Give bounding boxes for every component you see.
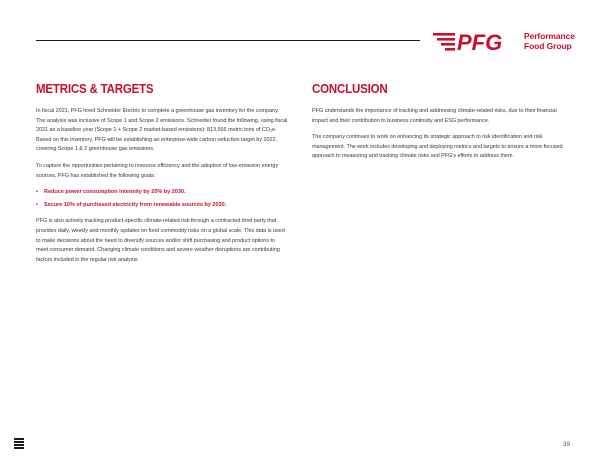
goal-item (36, 188, 288, 198)
logo-line-2: Food Group (524, 41, 572, 51)
page-number: 39 (562, 441, 570, 448)
logo-wordmark (524, 31, 575, 51)
logo-line-1: Performance (524, 31, 575, 41)
goal-text: Reduce power consumption intensity by 20% by 2030. (44, 189, 186, 196)
conclusion-title: CONCLUSION (312, 82, 388, 96)
metrics-paragraph-2: To capture the opportunities pertaining to resource efficiency and the adoption of low-emission energy sources, PFG has established the following goals: (36, 162, 279, 179)
goal-item (36, 201, 288, 211)
bullet-icon: • (36, 189, 38, 196)
conclusion-section (312, 82, 564, 169)
bullet-icon: • (36, 201, 38, 208)
metrics-title: METRICS & TARGETS (36, 82, 154, 96)
conclusion-paragraph-2: The company continues to work on enhancing its strategic approach to risk identification and risk management. The work includes developing and deploying metrics and targets to ensure a more focused approach to measuring and tracking climate risks and PFG's efforts to address them. (312, 134, 563, 160)
metrics-paragraph-1: In fiscal 2021, PFG hired Schneider Electric to complete a greenhouse gas inventory for the company. The analysis was inclusive of Scope 1 and Scope 2 emissions. Schneider found the following, using fiscal 2021 as a baseline year (Scope 1 + Scope 2 market-based emissions): 813,566 metric tons of CO₂e. Based on this inventory, PFG will be establishing an enterprise-wide carbon reduction target by 2022, covering Scope 1 & 2 greenhouse gas emissions. (36, 108, 288, 153)
conclusion-paragraph-1: PFG understands the importance of tracking and addressing climate-related risks, due to their financial impact and their contribution to business continuity and ESG performance. (312, 108, 557, 124)
header-rule (36, 40, 420, 41)
pfg-logo-mark (431, 28, 523, 54)
pfg-logo (431, 28, 575, 56)
goal-text: Secure 10% of purchased electricity from renewable sources by 2030. (44, 201, 227, 208)
menu-icon[interactable] (14, 438, 24, 450)
metrics-section (36, 82, 288, 272)
logo-mark-text: PFG (457, 30, 503, 54)
goal-list (36, 188, 288, 210)
metrics-paragraph-3: PFG is also actively tracking product-specific climate-related risk through a contracted third party that provides daily, weekly and monthly updates on food commodity risks on a global scale. This data is used to make decisions about the need to diversify sources and/or shift purchasing and product options to meet consumer demand. Changing climate conditions and severe weather disruptions are contributing factors included in the regular risk analysis. (36, 218, 285, 263)
